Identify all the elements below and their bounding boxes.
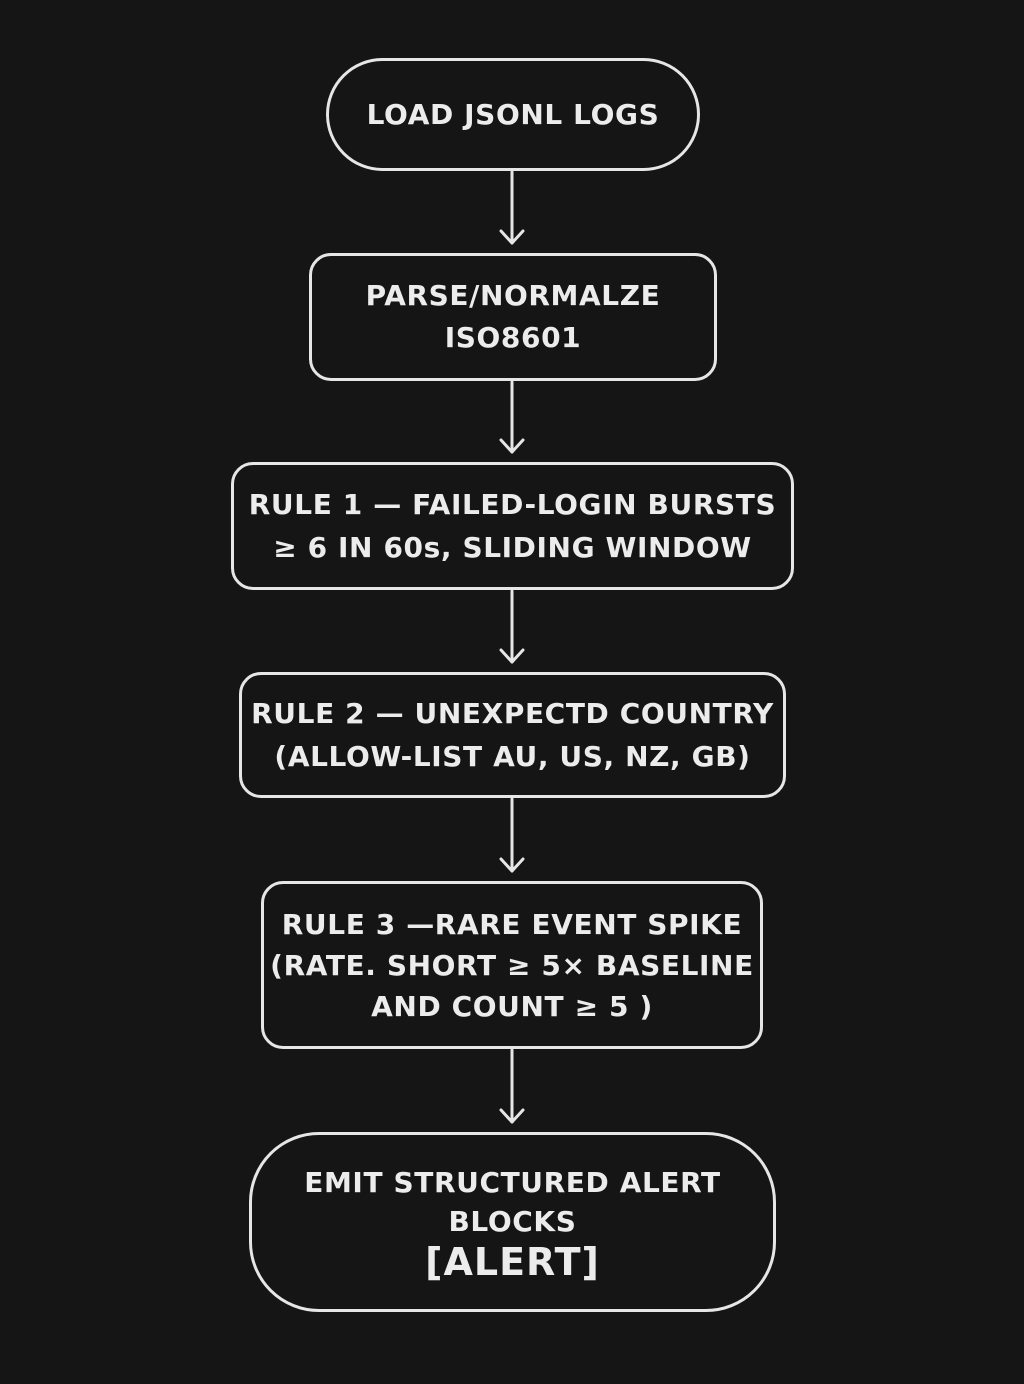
node-label: BLOCKS: [448, 1204, 577, 1238]
node-rule-2-unexpected-country: [239, 672, 786, 798]
node-load-jsonl-logs: [326, 58, 700, 171]
node-parse-normalize: [309, 253, 717, 381]
node-emit-structured-alert: [249, 1132, 776, 1312]
alert-tag: [ALERT]: [425, 1239, 600, 1284]
edge-parse-to-rule1: [501, 382, 523, 452]
node-label: EMIT STRUCTURED ALERT: [304, 1165, 721, 1199]
node-label: (ALLOW-LIST AU, US, NZ, GB): [274, 740, 751, 773]
node-label: AND COUNT ≥ 5 ): [371, 989, 653, 1023]
edge-load-to-parse: [501, 172, 523, 243]
edge-rule2-to-rule3: [501, 799, 523, 871]
node-label: LOAD JSONL LOGS: [366, 97, 660, 131]
edge-rule1-to-rule2: [501, 591, 523, 662]
node-rule-1-failed-login-bursts: [231, 462, 794, 590]
edge-rule3-to-emit: [501, 1050, 523, 1122]
node-label: RULE 3 —RARE EVENT SPIKE: [281, 907, 743, 941]
node-label: ISO8601: [444, 321, 582, 354]
node-label: ≥ 6 IN 60s, SLIDING WINDOW: [273, 531, 752, 564]
node-label: (RATE. SHORT ≥ 5× BASELINE: [270, 948, 754, 982]
node-label: RULE 1 — FAILED-LOGIN BURSTS: [248, 488, 777, 521]
node-rule-3-rare-event-spike: [261, 881, 763, 1049]
node-label: RULE 2 — UNEXPECTD COUNTRY: [251, 697, 774, 730]
node-label: PARSE/NORMALZE: [365, 279, 661, 312]
